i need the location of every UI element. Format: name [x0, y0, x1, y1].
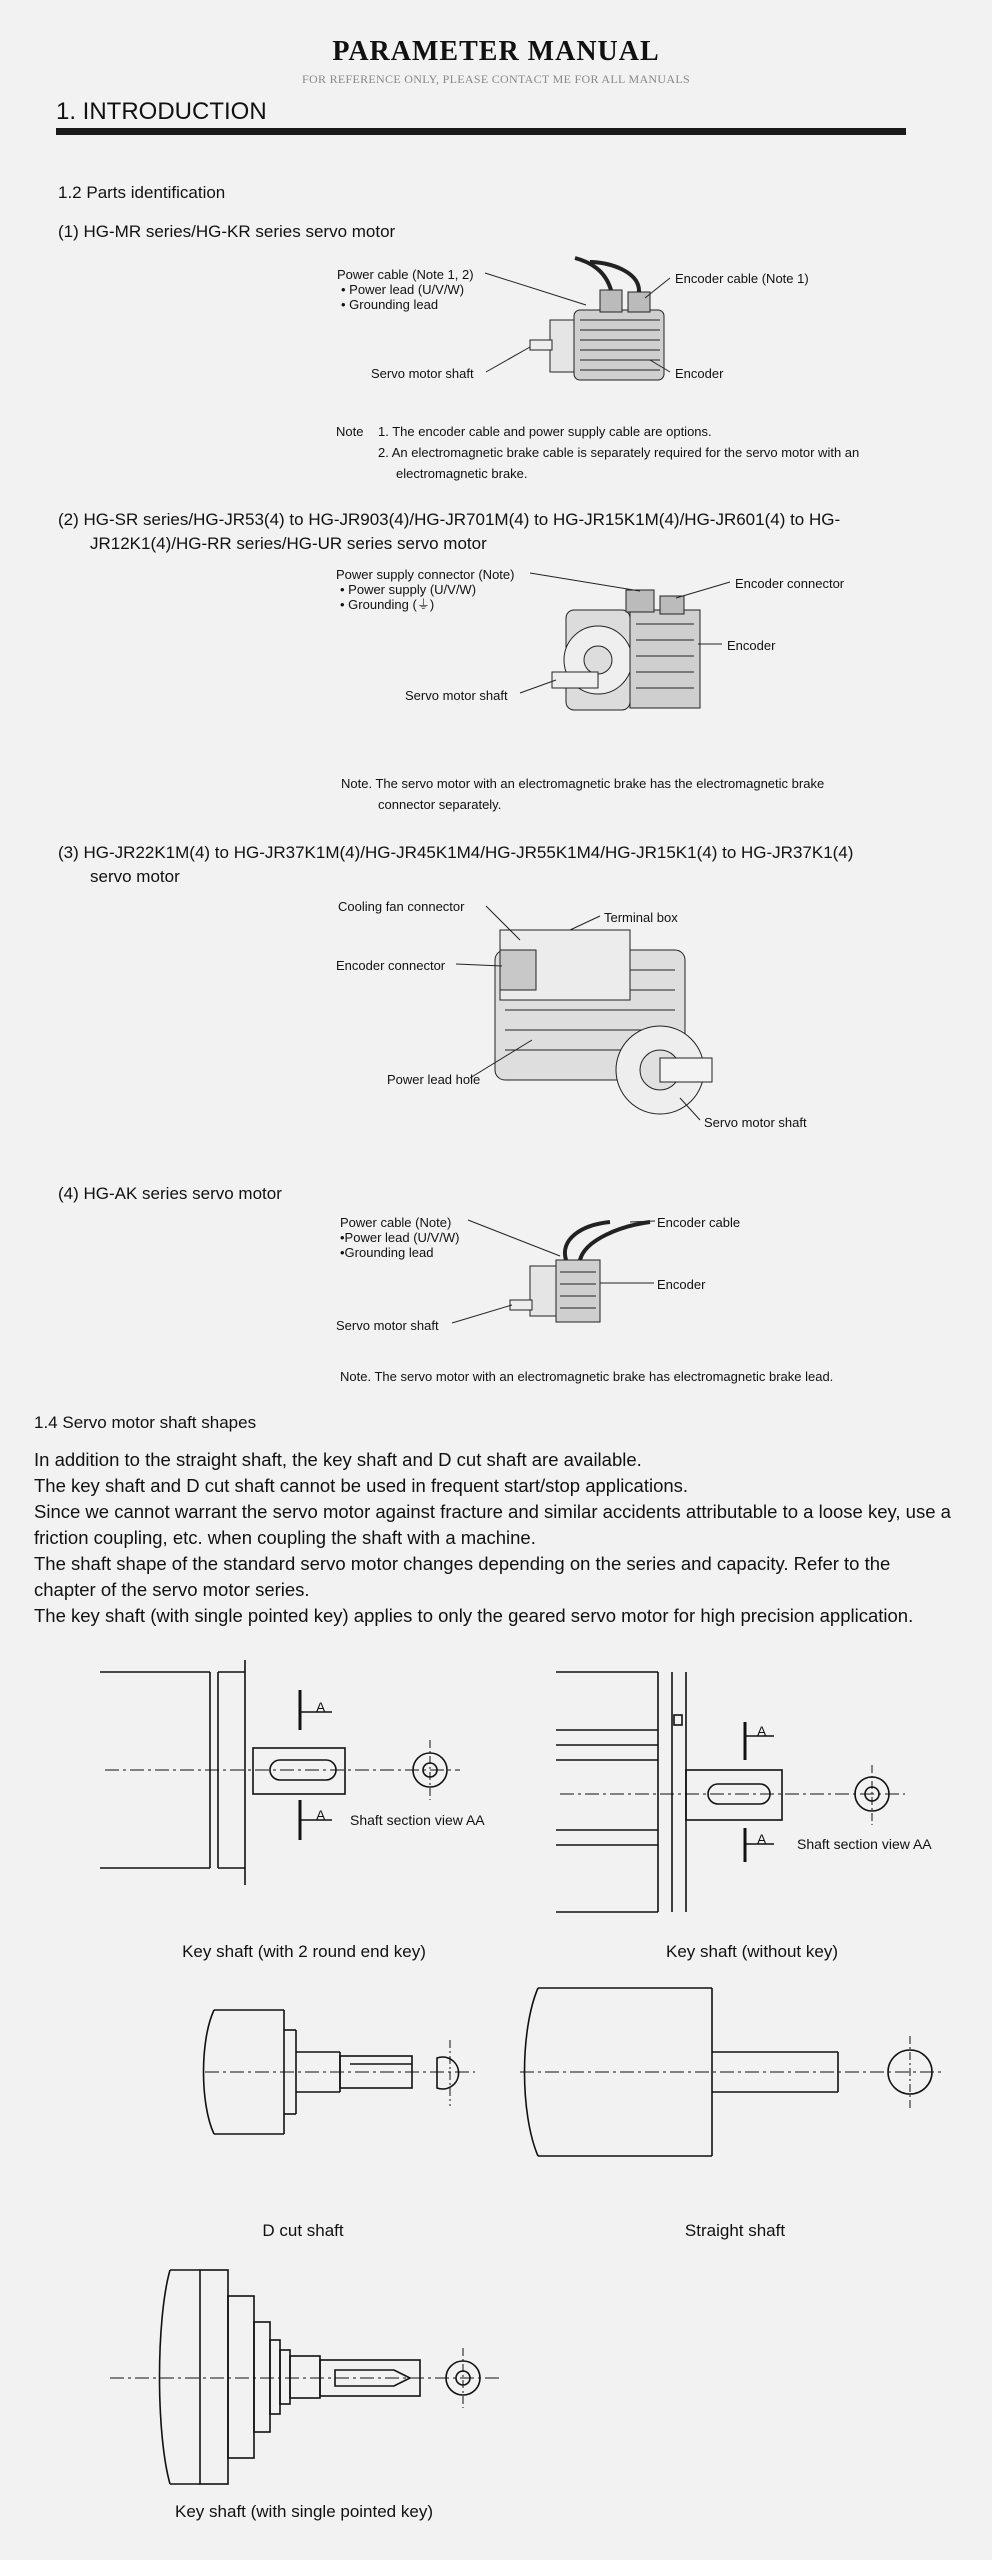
m1-power-lead-label: • Power lead (U/V/W): [341, 282, 465, 297]
m3-encoder-connector-label: Encoder connector: [336, 958, 446, 973]
section-divider: [56, 128, 906, 135]
motor4-title: (4) HG-AK series servo motor: [58, 1184, 282, 1203]
m2-grounding-label: • Grounding (⏚): [340, 597, 435, 612]
section-view-label: Shaft section view AA: [350, 1812, 485, 1828]
motor3-title-line2: servo motor: [90, 867, 180, 886]
m3-lead-hole-label: Power lead hole: [387, 1072, 481, 1087]
m2-power-connector-label: Power supply connector (Note): [336, 567, 515, 582]
shapes-paragraph-line: In addition to the straight shaft, the key shaft and D cut shaft are available.: [34, 1449, 642, 1470]
caption-key-shaft-single-pointed: Key shaft (with single pointed key): [175, 2502, 433, 2521]
page-subtitle: FOR REFERENCE ONLY, PLEASE CONTACT ME FOR ALL MANUALS: [302, 72, 690, 86]
shapes-paragraph: [34, 1447, 954, 1629]
section-title: 1. INTRODUCTION: [56, 98, 267, 125]
caption-straight-shaft: Straight shaft: [684, 2221, 786, 2240]
m2-note-1: Note. The servo motor with an electromagnetic brake has the electromagnetic brake: [341, 776, 825, 791]
section-mark-a: A: [757, 1831, 767, 1847]
m2-note-2: connector separately.: [378, 797, 502, 812]
motor2-title-line1: (2) HG-SR series/HG-JR53(4) to HG-JR903(4)/HG-JR701M(4) to HG-JR15K1M(4)/HG-JR601(4) to HG-: [58, 510, 841, 529]
m1-grounding-label: • Grounding lead: [341, 297, 439, 312]
caption-key-shaft-without-key: Key shaft (without key): [666, 1942, 838, 1961]
shapes-paragraph-line: The key shaft and D cut shaft cannot be used in frequent start/stop applications.: [34, 1475, 689, 1496]
m1-encoder-label: Encoder: [675, 366, 724, 381]
m2-encoder-label: Encoder: [727, 638, 776, 653]
m3-fan-label: Cooling fan connector: [338, 899, 465, 914]
m4-note: Note. The servo motor with an electromagnetic brake has electromagnetic brake lead.: [340, 1369, 834, 1384]
m4-shaft-label: Servo motor shaft: [336, 1318, 439, 1333]
page-title: PARAMETER MANUAL: [332, 36, 660, 67]
m2-encoder-connector-label: Encoder connector: [735, 576, 845, 591]
m1-note-1: 1. The encoder cable and power supply cable are options.: [378, 424, 712, 439]
shapes-heading: 1.4 Servo motor shaft shapes: [34, 1413, 257, 1432]
m1-encoder-cable-label: Encoder cable (Note 1): [675, 271, 809, 286]
motor1-title: (1) HG-MR series/HG-KR series servo motor: [58, 222, 396, 241]
m4-grounding-label: •Grounding lead: [340, 1245, 434, 1260]
m1-note-2: 2. An electromagnetic brake cable is separately required for the servo motor with an: [378, 445, 860, 460]
shapes-paragraph-line: Since we cannot warrant the servo motor against fracture and similar accidents attributable to a loose key, use a friction coupling, etc. when coupling the shaft with a machine.: [34, 1501, 951, 1548]
section-mark-a: A: [316, 1807, 326, 1823]
motor2-title-line2: JR12K1(4)/HG-RR series/HG-UR series servo motor: [90, 534, 487, 553]
m4-encoder-label: Encoder: [657, 1277, 706, 1292]
m1-power-cable-label: Power cable (Note 1, 2): [337, 267, 474, 282]
motor3-title-line1: (3) HG-JR22K1M(4) to HG-JR37K1M(4)/HG-JR45K1M4/HG-JR55K1M4/HG-JR15K1(4) to HG-JR37K1(4): [58, 843, 854, 862]
shapes-paragraph-line: The key shaft (with single pointed key) applies to only the geared servo motor for high precision application.: [34, 1605, 914, 1626]
m3-terminal-label: Terminal box: [604, 910, 678, 925]
section-mark-a: A: [757, 1723, 767, 1739]
caption-d-cut-shaft: D cut shaft: [262, 2221, 344, 2240]
caption-key-shaft-2-round-end: Key shaft (with 2 round end key): [182, 1942, 426, 1961]
key-shaft-single-pointed-diagram: [0, 0, 1, 1]
section-mark-a: A: [316, 1699, 326, 1715]
m2-power-supply-label: • Power supply (U/V/W): [340, 582, 477, 597]
m2-shaft-label: Servo motor shaft: [405, 688, 508, 703]
section-view-label: Shaft section view AA: [797, 1836, 932, 1852]
parts-heading: 1.2 Parts identification: [58, 183, 226, 202]
m3-shaft-label: Servo motor shaft: [704, 1115, 807, 1130]
m1-note-label: Note: [336, 424, 364, 439]
m4-power-cable-label: Power cable (Note): [340, 1215, 452, 1230]
m1-shaft-label: Servo motor shaft: [371, 366, 474, 381]
m4-power-lead-label: •Power lead (U/V/W): [340, 1230, 460, 1245]
m4-encoder-cable-label: Encoder cable: [657, 1215, 741, 1230]
shapes-paragraph-line: The shaft shape of the standard servo motor changes depending on the series and capacity. Refer to the chapter of the servo motor series.: [34, 1553, 891, 1600]
m1-note-2-cont: electromagnetic brake.: [396, 466, 528, 481]
